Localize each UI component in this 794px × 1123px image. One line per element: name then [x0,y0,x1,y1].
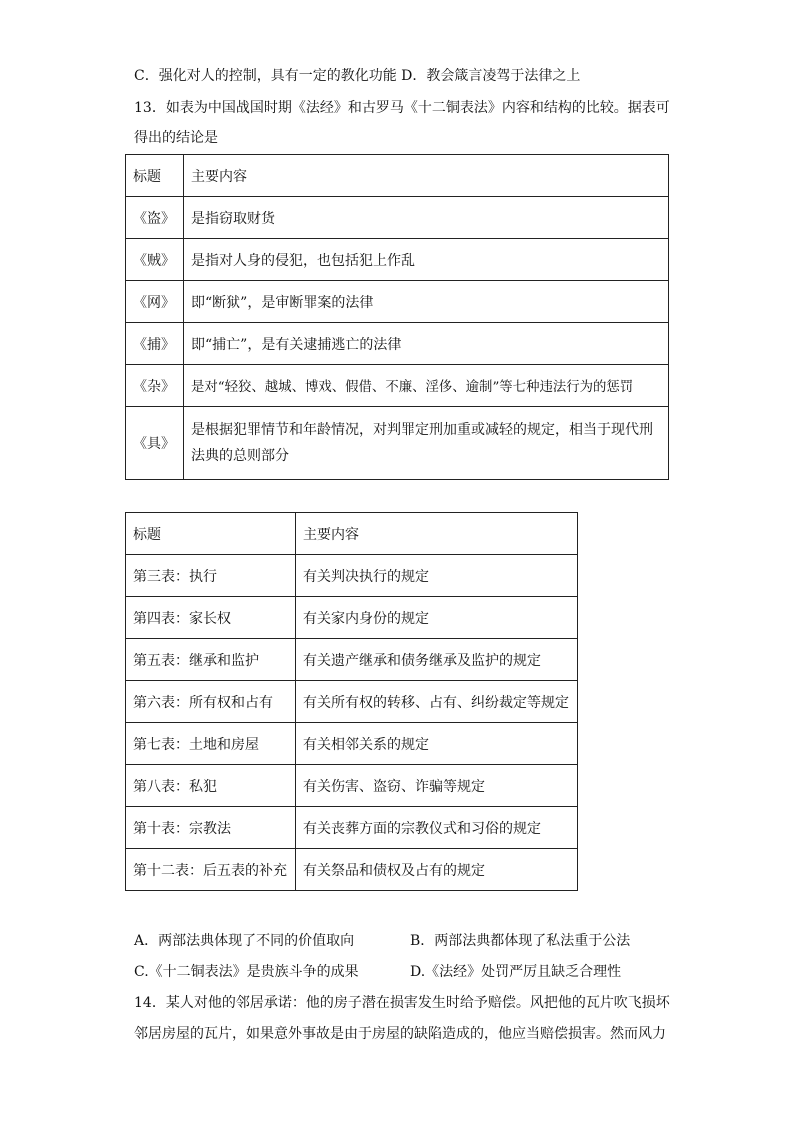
row-content: 是指窃取财货 [184,197,669,239]
row-content: 有关遗产继承和债务继承及监护的规定 [296,639,578,681]
row-content: 有关所有权的转移、占有、纠纷裁定等规定 [296,681,578,723]
row-content: 即“断狱”，是审断罪案的法律 [184,281,669,323]
row-title: 第十表：宗教法 [126,807,296,849]
row-content: 有关相邻关系的规定 [296,723,578,765]
table-row [126,807,578,849]
question-14-line-2: 邻居房屋的瓦片，如果意外事故是由于房屋的缺陷造成的，他应当赔偿损害。然而风力 [134,1026,666,1042]
row-title: 《网》 [126,281,184,323]
table-row [126,407,669,480]
row-title: 第五表：继承和监护 [126,639,296,681]
row-title: 第三表：执行 [126,555,296,597]
table-row [126,597,578,639]
question-13-line-1: 13．如表为中国战国时期《法经》和古罗马《十二铜表法》内容和结构的比较。据表可 [134,100,670,116]
table-row [126,639,578,681]
question-14-line-1: 14．某人对他的邻居承诺：他的房子潜在损害发生时给予赔偿。风把他的瓦片吹飞损坏 [134,995,670,1011]
row-title: 第七表：土地和房屋 [126,723,296,765]
table-row [126,323,669,365]
row-title: 《杂》 [126,365,184,407]
row-title: 第十二表：后五表的补充 [126,849,296,891]
table-row [126,239,669,281]
option-a: A．两部法典体现了不同的价值取向 [134,933,355,949]
row-content: 有关判决执行的规定 [296,555,578,597]
table-header-row [126,155,669,197]
row-title: 第八表：私犯 [126,765,296,807]
row-content: 是对“轻狡、越城、博戏、假借、不廉、淫侈、逾制”等七种违法行为的惩罚 [184,365,669,407]
header-content: 主要内容 [184,155,669,197]
table-row [126,765,578,807]
table-row [126,555,578,597]
table-header-row [126,513,578,555]
row-title: 《贼》 [126,239,184,281]
row-content: 是根据犯罪情节和年龄情况，对判罪定刑加重或减轻的规定，相当于现代刑法典的总则部分 [184,407,669,480]
row-content: 即“捕亡”，是有关逮捕逃亡的法律 [184,323,669,365]
row-title: 《盗》 [126,197,184,239]
option-b: B．两部法典都体现了私法重于公法 [410,933,631,949]
header-content: 主要内容 [296,513,578,555]
row-content: 有关丧葬方面的宗教仪式和习俗的规定 [296,807,578,849]
option-line-c-d: C．强化对人的控制，具有一定的教化功能 D．教会箴言凌驾于法律之上 [134,68,581,84]
question-13-line-2: 得出的结论是 [134,130,218,146]
twelve-tables-table [125,512,578,891]
fajing-table [125,154,669,480]
table-row [126,723,578,765]
row-content: 是指对人身的侵犯，也包括犯上作乱 [184,239,669,281]
table-row [126,197,669,239]
row-title: 第六表：所有权和占有 [126,681,296,723]
row-content: 有关祭品和债权及占有的规定 [296,849,578,891]
table-row [126,681,578,723]
row-title: 《具》 [126,407,184,480]
option-c: C.《十二铜表法》是贵族斗争的成果 [134,964,359,980]
header-title: 标题 [126,155,184,197]
row-title: 《捕》 [126,323,184,365]
row-content: 有关家内身份的规定 [296,597,578,639]
table-row [126,365,669,407]
option-d: D.《法经》处罚严厉且缺乏合理性 [410,964,622,980]
table-row [126,849,578,891]
table-row [126,281,669,323]
row-title: 第四表：家长权 [126,597,296,639]
header-title: 标题 [126,513,296,555]
row-content: 有关伤害、盗窃、诈骗等规定 [296,765,578,807]
